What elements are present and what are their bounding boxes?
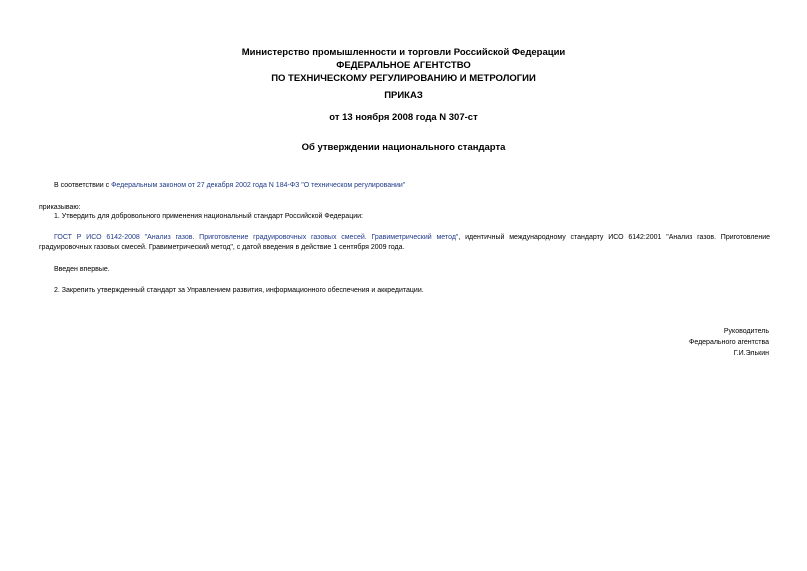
- agency-name-line2: ПО ТЕХНИЧЕСКОМУ РЕГУЛИРОВАНИЮ И МЕТРОЛОГИИ: [271, 73, 536, 84]
- document-header: [0, 46, 807, 85]
- paragraph-item-1: 1. Утвердить для добровольного применения национальный стандарт Российской Федерации:: [54, 213, 363, 220]
- signature-name: Г.И.Элькин: [733, 350, 769, 357]
- agency-name-line1: ФЕДЕРАЛЬНОЕ АГЕНТСТВО: [336, 60, 471, 71]
- signature-position: Руководитель: [723, 328, 769, 335]
- paragraph-introduced-first: Введен впервые.: [54, 266, 110, 273]
- standard-description: , идентичный международному стандарту ИСО 6142:2001 "Анализ газов. Приготовление градуировочных газовых смесей. Гравиметрический метод", с датой введения в действие 1 сентября 2009 года.: [39, 234, 770, 251]
- paragraph-legal-basis: [54, 181, 405, 191]
- signature-agency: Федерального агентства: [689, 339, 769, 346]
- paragraph-standard: [39, 233, 770, 253]
- paragraph-item-2: 2. Закрепить утвержденный стандарт за Управлением развития, информационного обеспечения и аккредитации.: [54, 287, 424, 294]
- legal-basis-prefix: В соответствии с: [54, 182, 112, 189]
- paragraph-order-word: приказываю:: [39, 204, 81, 211]
- order-title: ПРИКАЗ: [384, 90, 423, 101]
- order-date: от 13 ноября 2008 года N 307-ст: [329, 112, 478, 123]
- ministry-name: Министерство промышленности и торговли Российской Федерации: [241, 47, 566, 58]
- standard-link[interactable]: ГОСТ Р ИСО 6142-2008 "Анализ газов. Приготовление градуировочных газовых смесей. Гравиметрический метод": [54, 234, 459, 241]
- federal-law-link[interactable]: Федеральным законом от 27 декабря 2002 года N 184-ФЗ "О техническом регулировании": [111, 182, 406, 189]
- signature-block: [689, 326, 769, 359]
- order-subject: Об утверждении национального стандарта: [301, 142, 506, 153]
